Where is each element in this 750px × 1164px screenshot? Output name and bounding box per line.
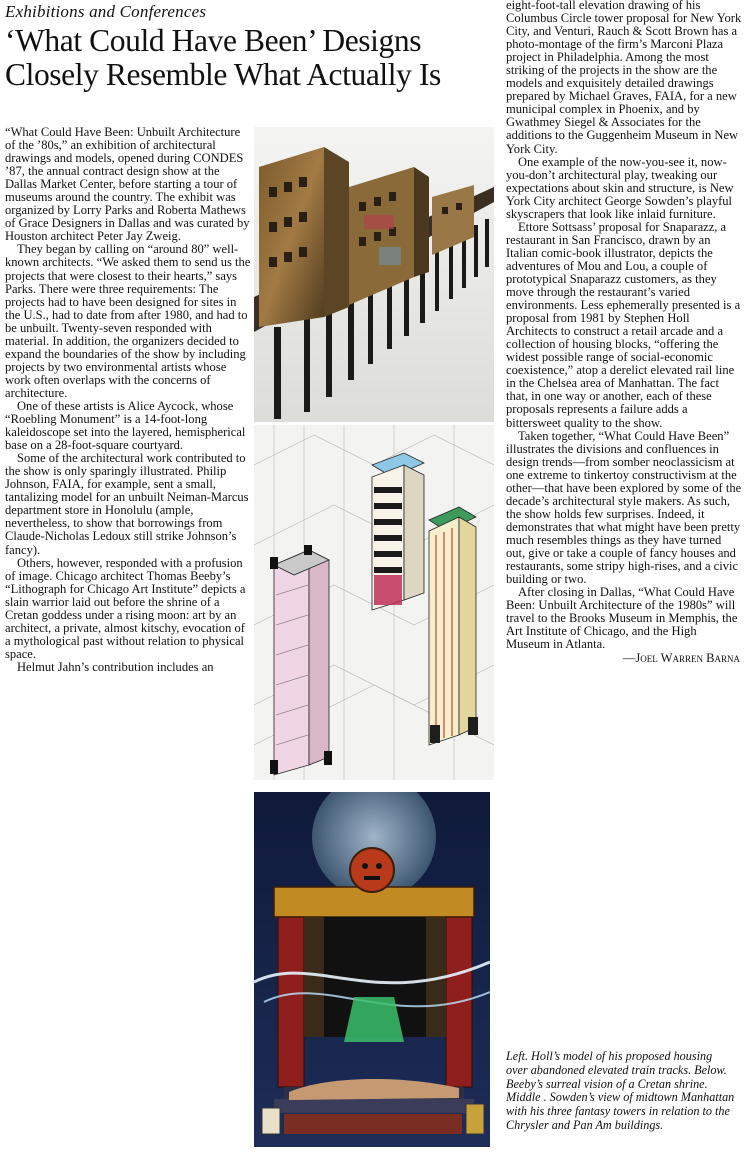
article-column-3: [506, 0, 742, 665]
paragraph: One of these artists is Alice Aycock, whose “Roebling Monument” is a 14-foot-long kaleidoscope set into the layered, hemispherical base on a 28-foot-square courtyard.: [5, 398, 246, 453]
paragraph: One example of the now-you-see it, now-you-don’t architectural play, tweaking our expectations about skin and structure, is New York City architect George Sowden’s playful skyscrapers that look like inlaid furniture.: [506, 154, 734, 221]
article-column-1: [5, 126, 253, 674]
paragraph: Some of the architectural work contributed to the show is only sparingly illustrated. Philip Johnson, FAIA, for example, sent a small, tantalizing model for an unbuilt Neiman-Marcus department store in Honolulu (ample, nevertheless, to show that borrowings from Claude-Nicholas Ledoux still strike Johnson’s fancy).: [5, 451, 249, 557]
paragraph: eight-foot-tall elevation drawing of his Columbus Circle tower proposal for New York City, and Venturi, Rauch & Scott Brown has a photo-montage of the firm’s Marconi Plaza project in Philadelphia. Among the most striking of the projects in the show are the models and exquisitely detailed drawings prepared by Michael Graves, FAIA, for a new municipal complex in Phoenix, and by Gwathmey Siegel & Associates for the additions to the Guggenheim Museum in New York City.: [506, 0, 742, 156]
byline: —Joel Warren Barna: [622, 651, 740, 666]
paragraph: Ettore Sottsass’ proposal for Snaparazz, a restaurant in San Francisco, drawn by an Italian comic-book illustrator, depicts the adventures of Mou and Lou, a couple of prototypical Snaparazz customers, as they move through the restaurant’s varied environments. Less ephemerally presented is a proposal from 1981 by Stephen Holl Architects to construct a retail arcade and a collection of housing blocks, “offering the widest possible range of social-economic coexistence,” atop a derelict elevated rail line in the Chelsea area of Manhattan. The fact that, in one way or another, each of these proposals represents a failure adds a bittersweet quality to the show.: [506, 219, 741, 430]
paragraph: “What Could Have Been: Unbuilt Architecture of the ’80s,” an exhibition of architectural drawings and models, opened during CONDES ’87, the annual contract design show at the Dallas Market Center, before starting a tour of museums around the country. The exhibit was organized by Lorry Parks and Roberta Mathews of Grace Designers in Dallas and was curated by Houston architect Peter Jay Zweig.: [5, 125, 250, 244]
section-label: Exhibitions and Conferences: [5, 2, 207, 21]
paragraph: After closing in Dallas, “What Could Have Been: Unbuilt Architecture of the 1980s” will travel to the Brooks Museum in Memphis, the Art Institute of Chicago, and the High Museum in Atlanta.: [506, 585, 738, 652]
paragraph: Taken together, “What Could Have Been” illustrates the divisions and confluences in design trends—from somber neoclassicism at one extreme to tinkertoy constructivism at the other—that have been explored by some of the decade’s architectural style makers. As such, the show holds few surprises. Indeed, it demonstrates that what might have been pretty much resembles things as they have turned out, give or take a couple of fancy houses and restaurants, some stripy high-rises, and a civic building or two.: [506, 428, 742, 587]
headline: ‘What Could Have Been’ Designs Closely Resemble What Actually Is: [5, 23, 441, 92]
sowden-towers-drawing: [254, 425, 494, 780]
beeby-shrine-lithograph: [254, 792, 490, 1147]
figure-caption: Left. Holl’s model of his proposed housing over abandoned elevated train tracks. Below. Beeby’s surreal vision of a Cretan shrine. Middle . Sowden’s view of midtown Manhattan with his three fantasy towers in relation to the Chrysler and Pan Am buildings.: [506, 1049, 735, 1132]
paragraph: They began by calling on “around 80” well-known architects. “We asked them to send us the projects that were closest to their hearts,” says Parks. There were three requirements: The projects had to have been designed for sites in the U.S., had to date from after 1980, and had to be unbuilt. Twenty-seven responded with material. In addition, the organizers decided to expand the boundaries of the show by including projects by two environmental artists whose work often overlaps with the concerns of architecture.: [5, 242, 251, 400]
paragraph: Helmut Jahn’s contribution includes an: [17, 659, 214, 674]
paragraph: Others, however, responded with a profusion of image. Chicago architect Thomas Beeby’s “Lithograph for Chicago Art Institute” depicts a slain warrior laid out before the shrine of a Cretan goddess under a rising moon: art by an architect, a private, almost kitschy, evocation of a mythological past without relation to physical space.: [5, 555, 246, 661]
holl-model-photo: [254, 127, 494, 422]
